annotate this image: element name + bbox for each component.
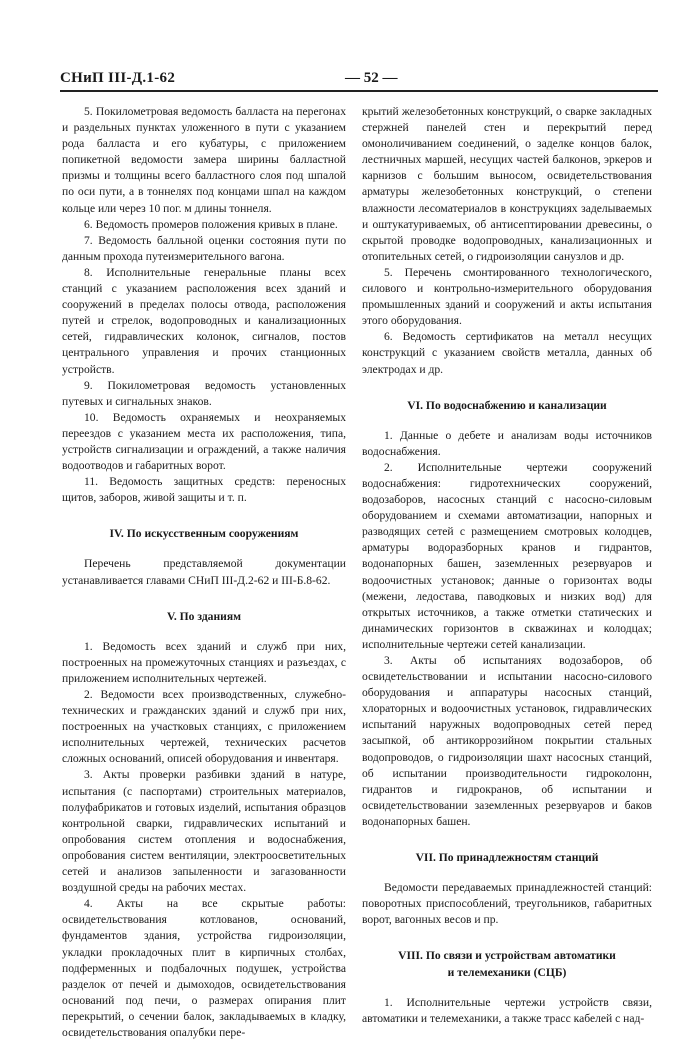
paragraph: 1. Ведомость всех зданий и служб при них, построенных на промежуточных станциях и разъездах, с приложением исполнительных чертежей. [62,639,346,685]
paragraph: 6. Ведомость сертификатов на металл несущих конструкций с указанием свойств металла, данных об электродах и др. [362,330,652,376]
paragraph: 10. Ведомость охраняемых и неохраняемых переездов с указанием места их расположения, типа, устройств сигнализации и ограждений, а также наличия водоотводов и габаритных ворот. [62,410,346,473]
paragraph: 9. Покилометровая ведомость установленных путевых и сигнальных знаков. [62,378,346,408]
left-column [62,104,346,1041]
paragraph: 1. Исполнительные чертежи устройств связи, автоматики и телемеханики, а также трасс кабелей с над- [362,995,652,1025]
page-header [60,68,658,92]
paragraph: 7. Ведомость балльной оценки состояния пути по данным прохода путеизмерительного вагона. [62,233,346,263]
paragraph: Ведомости передаваемых принадлежностей станций: поворотных приспособлений, треугольников, габаритных ворот, вагонных весов и пр. [362,881,652,927]
right-column [362,104,652,1027]
paragraph: 1. Данные о дебете и анализам воды источников водоснабжения. [362,428,652,458]
paragraph: 5. Перечень смонтированного технологического, силового и контрольно-измерительного оборудования промышленных зданий и сооружений и акты испытания этого оборудования. [362,265,652,328]
paragraph: 11. Ведомость защитных средств: переносных щитов, заборов, живой защиты и т. п. [62,475,346,505]
section-heading: V. По зданиям [166,609,242,623]
paragraph: Перечень представляемой документации устанавливается главами СНиП III-Д.2-62 и III-Б.8-62. [62,557,346,587]
paragraph: 8. Исполнительные генеральные планы всех станций с указанием расположения всех зданий и сооружений в пределах полосы отвода, расположения путей и стрелок, водопроводных и канализационных сетей, гидравлических колонок, сигналов, постов центрального управления и прочих станционных устройств. [62,265,346,376]
paragraph: 6. Ведомость промеров положения кривых в плане. [84,217,338,231]
section-heading: VII. По принадлежностям станций [415,851,599,865]
paragraph: 4. Акты на все скрытые работы: освидетельствования котлованов, оснований, фундаментов здания, устройства гидроизоляции, укладки прокладочных плит в кирпичных столбах, подферменных и подбалочных подушек, устройства разделок от печей и дымоходов, освидетельствования оснований под печи, о размерах опирания плит перекрытий, о сечении балок, закладываемых в кладку, освидетельствования опалубки пере- [62,897,346,1039]
paragraph: 5. Покилометровая ведомость балласта на перегонах и раздельных пунктах уложенного в пути с указанием рода балласта и его кубатуры, с приложением попикетной ведомости замера ширины балластной призмы и толщины всего балластного слоя под шпалой по оси пути, а в тоннелях под концами шпал на каждом кольце или через 10 пог. м длины тоннеля. [62,105,346,215]
section-heading: VI. По водоснабжению и канализации [407,398,607,412]
heading-line: VIII. По связи и устройствам автоматики [398,949,616,963]
page-number: — 52 — [345,70,398,86]
paragraph: 3. Акты об испытаниях водозаборов, об освидетельствовании и испытании насосно-силового оборудования и аппаратуры насосных станций, хлораторных и водоочистных установок, гидравлических испытаний наружных водопроводных сетей перед засыпкой, об антикоррозийном покрытии стальных водопроводов, о гидроизоляции шахт насосных станций, об испытании производительности гидроколонн, гидрантов и гидрокранов, об испытании и освидетельствовании заземленных резервуаров и баков водонапорных башен. [362,654,652,828]
paragraph: 3. Акты проверки разбивки зданий в натуре, испытания (с паспортами) строительных материалов, полуфабрикатов и готовых изделий, испытания образцов контрольной сварки, гидравлических испытаний и опробования систем отопления и водоснабжения, опробования систем вентиляции, электроосветительных сетей и анализов запыленности и загазованности воздушной среды на рабочих местах. [62,768,346,895]
section-heading: IV. По искусственным сооружениям [109,527,299,541]
heading-line: и телемеханики (СЦБ) [447,965,567,979]
paragraph: крытий железобетонных конструкций, о сварке закладных стержней панелей стен и перекрытий перед омоноличиванием соединений, о заделке концов балок, лестничных маршей, несущих частей балконов, эркеров и карнизов с большим выносом, освидетельствования арматуры железобетонных конструкций, о степени влажности лесоматериалов в конструкциях заделываемых и оштукатуриваемых, об антисептировании древесины, о скрытой проводке водопроводных, канализационных и отопительных сетей, о гидроизоляции санузлов и др. [362,105,652,263]
paragraph: 2. Исполнительные чертежи сооружений водоснабжения: гидротехнических сооружений, водозаборов, насосных станций с насосно-силовым оборудованием и схемами автоматизации, напорных и разводящих сетей с размещением смотровых колодцев, арматуры водоразборных кранов и гидрантов, водонапорных башен, заземленных резервуаров и водоочистных установок; данные о горизонтах воды (межени, ледостава, паводковых и низких вод) для открытых источников, а также отметки статических и динамических горизонтов в скважинах и колодцах; исполнительные чертежи сетей канализации. [362,460,652,651]
document-code: СНиП III-Д.1-62 [60,70,176,86]
paragraph: 2. Ведомости всех производственных, служебно-технических и гражданских зданий и служб при них, построенных на участковых станциях, с приложением исполнительных чертежей, технических расчетов сложных оснований, описей оборудования и инвентаря. [62,688,346,766]
section-heading [362,948,652,980]
